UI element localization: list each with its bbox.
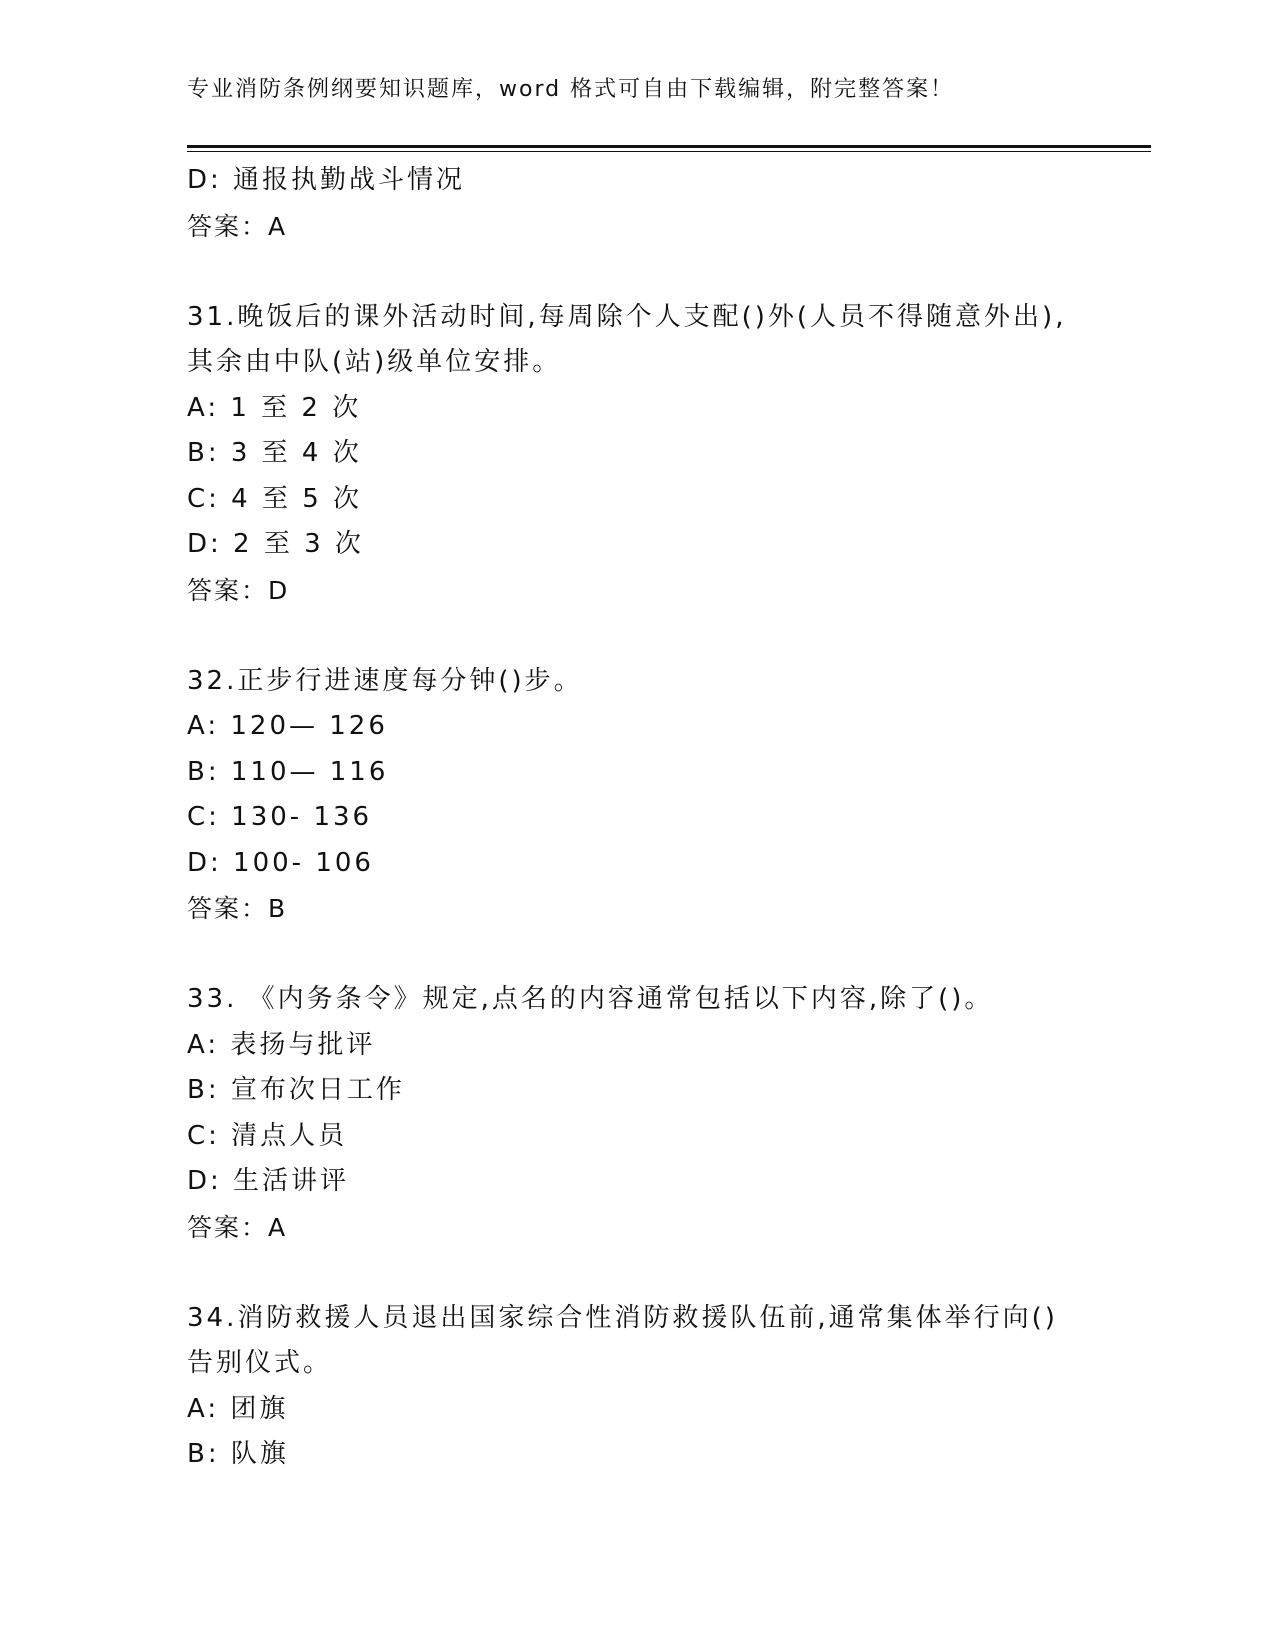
header-rule-thin — [187, 151, 1151, 152]
page-header: 专业消防条例纲要知识题库，word 格式可自由下载编辑，附完整答案！ — [187, 77, 955, 102]
spacer — [187, 932, 1087, 978]
option-a: A: 表扬与批评 — [187, 1029, 376, 1060]
question-stem: 31.晚饭后的课外活动时间,每周除个人支配()外(人员不得随意外出), — [187, 301, 1067, 332]
option-b: B: 3 至 4 次 — [187, 438, 362, 468]
option-d: D: 生活讲评 — [187, 1166, 350, 1196]
option-a: A: 团旗 — [187, 1393, 289, 1424]
header-rule-thick — [187, 145, 1151, 148]
question-stem: 32.正步行进速度每分钟()步。 — [187, 665, 583, 696]
answer: 答案：A — [187, 1212, 288, 1242]
option-c: C: 130- 136 — [187, 802, 373, 832]
question-32 — [187, 659, 1087, 932]
question-33 — [187, 977, 1087, 1250]
question-stem-cont: 其余由中队(站)级单位安排。 — [187, 347, 562, 377]
question-stem: 34.消防救援人员退出国家综合性消防救援队伍前,通常集体举行向() — [187, 1302, 1058, 1333]
prev-option-d: D: 通报执勤战斗情况 — [187, 165, 466, 195]
question-34 — [187, 1296, 1087, 1478]
option-b: B: 队旗 — [187, 1439, 289, 1469]
option-d: D: 100- 106 — [187, 847, 374, 878]
answer: 答案：B — [187, 894, 288, 923]
option-a: A: 1 至 2 次 — [187, 392, 362, 423]
option-c: C: 清点人员 — [187, 1120, 348, 1151]
question-stem-cont: 告别仪式。 — [187, 1348, 333, 1378]
prev-answer: 答案：A — [187, 211, 288, 241]
question-31 — [187, 295, 1087, 614]
question-stem: 33. 《内务条令》规定,点名的内容通常包括以下内容,除了()。 — [187, 984, 994, 1014]
option-a: A: 120— 126 — [187, 711, 388, 741]
option-b: B: 宣布次日工作 — [187, 1075, 405, 1105]
option-b: B: 110— 116 — [187, 756, 389, 787]
spacer — [187, 613, 1087, 659]
spacer — [187, 1250, 1087, 1296]
option-c: C: 4 至 5 次 — [187, 483, 363, 514]
option-d: D: 2 至 3 次 — [187, 529, 364, 559]
answer: 答案：D — [187, 575, 290, 605]
document-content — [187, 158, 1087, 1478]
spacer — [187, 249, 1087, 295]
